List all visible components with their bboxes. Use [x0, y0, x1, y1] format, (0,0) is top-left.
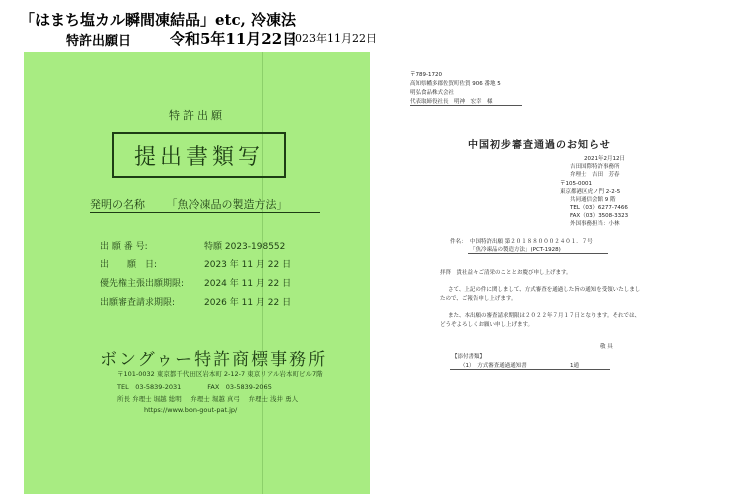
field-filing-date: 出 願 日: 2023 年 11 月 22 日: [100, 260, 292, 270]
doc-category: 特許出願: [169, 109, 225, 122]
doc-main-title: 提出書類写: [112, 132, 286, 178]
office-address: 〒101-0032 東京都千代田区岩本町 2-12-7 東京リアル岩本町ビル7階: [117, 370, 323, 378]
notice-heading: 中国初步審査通過のお知らせ: [468, 140, 611, 151]
sender-address: 東京都港区虎ノ門 2-2-5: [560, 189, 621, 195]
body-line-2: たので、ご報告申し上げます。: [440, 296, 517, 302]
recipient-company: 明弘食品株式会社: [410, 90, 455, 96]
attachment-label: 【添付書類】: [452, 354, 486, 360]
header-title: 「はまち塩カル瞬間凍結品」etc, 冷凍法: [20, 11, 297, 29]
closing: 敬 具: [600, 344, 613, 350]
invention-name: [90, 196, 310, 212]
notice-date: 2021年2月12日: [584, 156, 625, 162]
recipient-underline: [410, 105, 522, 106]
body-line-1: さて、上記の件に関しまして、方式審査を通過した旨の通知を受領いたしまし: [448, 287, 641, 293]
invention-value: 「魚冷凍品の製造方法」: [166, 198, 288, 211]
attachment-item: （1） 方式審査通過通知書: [460, 363, 527, 369]
subject-line-2: 「魚冷凍品の製造方法」(PCT-1928): [470, 247, 561, 253]
subject-underline: [468, 253, 608, 254]
sender-contact: 外国事務担当：小林: [570, 221, 620, 227]
filing-date-jp: 令和5年11月22日: [170, 30, 298, 48]
sender-office: 吉田国際特許事務所: [570, 164, 620, 170]
recipient-name: 代表取締役社長 明神 宏幸 様: [410, 99, 493, 105]
sender-zip: 〒105-0001: [560, 181, 592, 187]
office-attorneys: 所長 弁理士 堀越 総明 弁理士 堀越 真弓 弁理士 浅井 勇人: [117, 395, 299, 403]
field-priority-deadline: 優先権主張出願期限: 2024 年 11 月 22 日: [100, 279, 292, 289]
filing-label: 特許出願日: [66, 34, 132, 49]
sender-tel: TEL（03）6277-7466: [570, 205, 628, 211]
deadline-line-1: また、本出願の審査請求期限は２０２２年７月１７日となります。それでは、: [448, 313, 641, 319]
office-url: https://www.bon-gout-pat.jp/: [144, 406, 238, 414]
field-exam-deadline: 出願審査請求期限: 2026 年 11 月 22 日: [100, 298, 292, 308]
invention-label: 発明の名称: [90, 198, 145, 211]
subject-label: 件名：: [450, 239, 467, 245]
deadline-line-2: どうぞよろしくお願い申し上げます。: [440, 322, 534, 328]
sender-fax: FAX（03）3508-3323: [570, 213, 629, 219]
office-name: ボングゥー特許商標事務所: [100, 350, 328, 370]
field-application-number: 出 願 番 号: 特願 2023-198552: [100, 242, 286, 252]
office-phone: TEL 03-5839-2031 FAX 03-5839-2065: [117, 383, 272, 391]
greeting: 拝啓 貴社益々ご清栄のこととお慶び申し上げます。: [440, 270, 572, 276]
sender-attorney: 弁理士 吉田 芳春: [570, 172, 620, 178]
recipient-address: 高知県幡多郡佐賀町佐賀 906 番地 5: [410, 81, 501, 87]
sender-building: 共同通信会館 9 階: [570, 197, 616, 203]
notice-document: [410, 70, 641, 470]
filing-date: 2023年11月22日: [288, 32, 377, 45]
recipient-zip: 〒789-1720: [410, 72, 442, 78]
subject-line-1: 中国特許出願 第２０１８８０００２４０１．７号: [470, 239, 593, 245]
attachment-count: 1通: [570, 363, 579, 369]
attachment-underline: [450, 369, 610, 370]
invention-underline: [90, 212, 320, 213]
submission-copy-card: [24, 52, 370, 494]
